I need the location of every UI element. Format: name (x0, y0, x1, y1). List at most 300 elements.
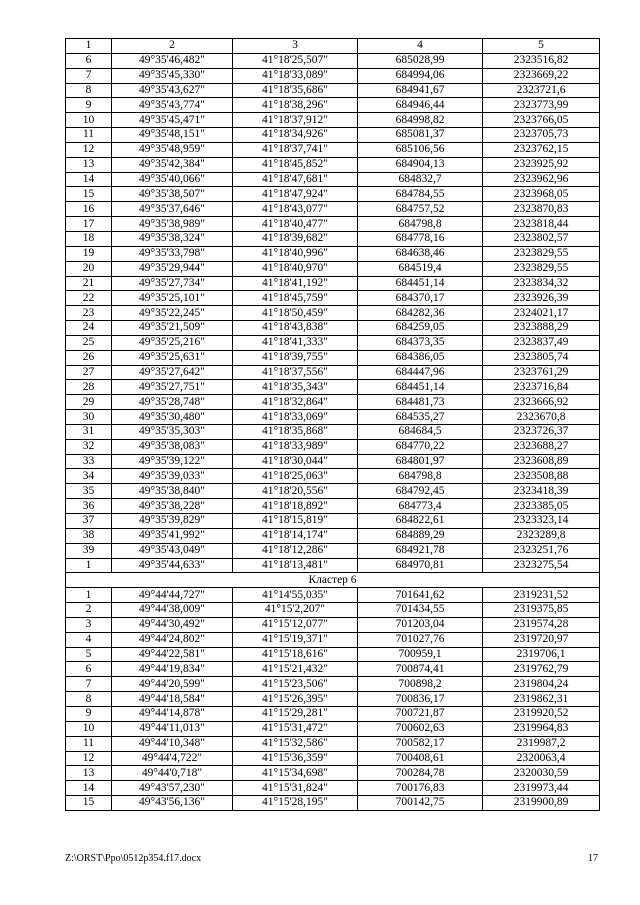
table-row (66, 98, 600, 113)
table-cell: 684941,67 (358, 83, 483, 98)
table-cell: 33 (66, 454, 112, 469)
table-cell: 49°44'44,727" (112, 588, 233, 603)
table-cell: 41°15'32,586" (233, 736, 358, 751)
table-cell: 17 (66, 217, 112, 232)
table-cell: 49°44'11,013" (112, 721, 233, 736)
table-row (66, 721, 600, 736)
table-cell: 701641,62 (358, 588, 483, 603)
table-cell: 35 (66, 484, 112, 499)
table-cell: 2323888,29 (483, 321, 600, 336)
table-row (66, 231, 600, 246)
table-cell: 49°44'14,878" (112, 706, 233, 721)
table-cell: 7 (66, 68, 112, 83)
table-cell: 700602,63 (358, 721, 483, 736)
table-row (66, 202, 600, 217)
footer-file-path: Z:\ORST\Ppo\0512p354.f17.docx (65, 853, 202, 864)
table-cell: 684684,5 (358, 424, 483, 439)
table-cell: 14 (66, 781, 112, 796)
table-cell: 2323669,22 (483, 68, 600, 83)
column-header-1: 1 (66, 39, 112, 54)
table-row (66, 751, 600, 766)
table-cell: 36 (66, 499, 112, 514)
table-cell: 49°35'43,627" (112, 83, 233, 98)
table-cell: 2319920,52 (483, 706, 600, 721)
table-cell: 30 (66, 410, 112, 425)
table-cell: 49°35'35,303" (112, 424, 233, 439)
table-cell: 2323968,05 (483, 187, 600, 202)
table-cell: 49°35'25,101" (112, 291, 233, 306)
table-cell: 2323870,83 (483, 202, 600, 217)
table-cell: 684798,8 (358, 217, 483, 232)
table-cell: 41°18'15,819" (233, 514, 358, 529)
table-cell: 41°18'14,174" (233, 528, 358, 543)
table-cell: 41°15'36,359" (233, 751, 358, 766)
table-cell: 22 (66, 291, 112, 306)
table-cell: 11 (66, 736, 112, 751)
table-cell: 684535,27 (358, 410, 483, 425)
table-row (66, 261, 600, 276)
table-cell: 41°18'32,864" (233, 395, 358, 410)
table-cell: 49°35'43,049" (112, 543, 233, 558)
table-row (66, 53, 600, 68)
table-cell: 685028,99 (358, 53, 483, 68)
table-row (66, 543, 600, 558)
table-cell: 49°35'44,633" (112, 558, 233, 573)
table-cell: 2323766,05 (483, 113, 600, 128)
table-cell: 684638,46 (358, 246, 483, 261)
table-row (66, 439, 600, 454)
table-cell: 2323829,55 (483, 261, 600, 276)
table-cell: 12 (66, 751, 112, 766)
table-cell: 41°18'41,192" (233, 276, 358, 291)
table-cell: 2323323,14 (483, 514, 600, 529)
table-cell: 2323773,99 (483, 98, 600, 113)
column-header-2: 2 (112, 39, 233, 54)
table-cell: 41°15'26,395" (233, 692, 358, 707)
table-cell: 684451,14 (358, 380, 483, 395)
table-cell: 41°18'39,755" (233, 350, 358, 365)
table-cell: 684970,81 (358, 558, 483, 573)
footer-page-number: 17 (588, 853, 598, 864)
table-cell: 41°18'37,556" (233, 365, 358, 380)
table-cell: 6 (66, 662, 112, 677)
table-cell: 25 (66, 335, 112, 350)
table-cell: 41°15'2,207" (233, 603, 358, 618)
table-cell: 41°18'45,759" (233, 291, 358, 306)
table-cell: 49°35'38,507" (112, 187, 233, 202)
table-cell: 8 (66, 692, 112, 707)
table-cell: 16 (66, 202, 112, 217)
table-cell: 49°44'24,802" (112, 632, 233, 647)
table-cell: 49°35'38,228" (112, 499, 233, 514)
column-header-4: 4 (358, 39, 483, 54)
table-cell: 41°15'23,506" (233, 677, 358, 692)
table-cell: 684889,29 (358, 528, 483, 543)
table-cell: 2323516,82 (483, 53, 600, 68)
table-cell: 684282,36 (358, 306, 483, 321)
table-cell: 13 (66, 157, 112, 172)
table-cell: 41°15'29,281" (233, 706, 358, 721)
table-cell: 2323834,32 (483, 276, 600, 291)
table-cell: 31 (66, 424, 112, 439)
table-row (66, 321, 600, 336)
table-row (66, 424, 600, 439)
table-row (66, 766, 600, 781)
table-cell: 685106,56 (358, 142, 483, 157)
table-cell: 2319706,1 (483, 647, 600, 662)
table-row (66, 469, 600, 484)
table-cell: 684784,55 (358, 187, 483, 202)
table-cell: 41°18'41,333" (233, 335, 358, 350)
table-cell: 2323925,92 (483, 157, 600, 172)
table-cell: 41°18'25,507" (233, 53, 358, 68)
table-cell: 2319862,31 (483, 692, 600, 707)
table-cell: 684370,17 (358, 291, 483, 306)
table-cell: 684259,05 (358, 321, 483, 336)
table-cell: 2320063,4 (483, 751, 600, 766)
table-row (66, 350, 600, 365)
table-cell: 2323418,39 (483, 484, 600, 499)
table-cell: 49°35'25,631" (112, 350, 233, 365)
table-cell: 15 (66, 187, 112, 202)
table-cell: 2323837,49 (483, 335, 600, 350)
table-cell: 49°35'46,482" (112, 53, 233, 68)
table-cell: 49°35'27,734" (112, 276, 233, 291)
table-cell: 49°44'10,348" (112, 736, 233, 751)
table-cell: 41°18'12,286" (233, 543, 358, 558)
table-cell: 41°18'43,838" (233, 321, 358, 336)
table-cell: 700721,87 (358, 706, 483, 721)
table-row (66, 410, 600, 425)
table-row (66, 499, 600, 514)
column-header-5: 5 (483, 39, 600, 54)
table-cell: 2323926,39 (483, 291, 600, 306)
table-row (66, 83, 600, 98)
table-cell: 37 (66, 514, 112, 529)
table-row (66, 454, 600, 469)
table-row (66, 692, 600, 707)
table-cell: 700959,1 (358, 647, 483, 662)
table-row (66, 335, 600, 350)
table-cell: 9 (66, 706, 112, 721)
table-cell: 49°43'56,136" (112, 796, 233, 811)
table-cell: 41°18'39,682" (233, 231, 358, 246)
table-cell: 684822,61 (358, 514, 483, 529)
table-cell: 49°35'30,480" (112, 410, 233, 425)
table-cell: 41°18'33,989" (233, 439, 358, 454)
table-cell: 2323385,05 (483, 499, 600, 514)
table-cell: 684481,73 (358, 395, 483, 410)
table-cell: 49°44'38,009" (112, 603, 233, 618)
table-cell: 14 (66, 172, 112, 187)
table-cell: 700176,83 (358, 781, 483, 796)
section-header-row (66, 573, 600, 588)
table-row (66, 128, 600, 143)
table-cell: 49°44'20,599" (112, 677, 233, 692)
table-cell: 38 (66, 528, 112, 543)
table-cell: 685081,37 (358, 128, 483, 143)
table-row (66, 246, 600, 261)
table-cell: 41°15'31,824" (233, 781, 358, 796)
table-cell: 32 (66, 439, 112, 454)
table-cell: 41°18'33,069" (233, 410, 358, 425)
table-cell: 700408,61 (358, 751, 483, 766)
table-cell: 41°18'37,741" (233, 142, 358, 157)
table-cell: 41°18'38,296" (233, 98, 358, 113)
table-cell: 2319762,79 (483, 662, 600, 677)
table-cell: 684447,96 (358, 365, 483, 380)
table-row (66, 276, 600, 291)
table-row (66, 157, 600, 172)
table-cell: 3 (66, 617, 112, 632)
table-row (66, 380, 600, 395)
table-cell: 2323289,8 (483, 528, 600, 543)
table-cell: 49°35'27,642" (112, 365, 233, 380)
coordinates-table-body (66, 39, 600, 811)
table-header-row (66, 39, 600, 54)
table-cell: 2320030,59 (483, 766, 600, 781)
table-cell: 2323721,6 (483, 83, 600, 98)
table-cell: 2319804,24 (483, 677, 600, 692)
table-cell: 21 (66, 276, 112, 291)
table-row (66, 395, 600, 410)
table-cell: 2323251,76 (483, 543, 600, 558)
table-cell: 684386,05 (358, 350, 483, 365)
table-cell: 49°35'37,646" (112, 202, 233, 217)
table-cell: 49°35'48,959" (112, 142, 233, 157)
table-cell: 2319987,2 (483, 736, 600, 751)
table-row (66, 528, 600, 543)
table-row (66, 603, 600, 618)
table-cell: 41°18'40,970" (233, 261, 358, 276)
table-cell: 49°43'57,230" (112, 781, 233, 796)
column-header-3: 3 (233, 39, 358, 54)
table-cell: 20 (66, 261, 112, 276)
table-cell: 41°15'31,472" (233, 721, 358, 736)
table-cell: 684519,4 (358, 261, 483, 276)
table-cell: 684451,14 (358, 276, 483, 291)
table-cell: 49°35'40,066" (112, 172, 233, 187)
table-cell: 10 (66, 113, 112, 128)
table-cell: 49°35'38,083" (112, 439, 233, 454)
table-cell: 39 (66, 543, 112, 558)
table-cell: 29 (66, 395, 112, 410)
table-cell: 8 (66, 83, 112, 98)
table-cell: 41°18'40,996" (233, 246, 358, 261)
table-cell: 41°18'40,477" (233, 217, 358, 232)
table-cell: 2323508,88 (483, 469, 600, 484)
table-row (66, 736, 600, 751)
table-cell: 684798,8 (358, 469, 483, 484)
table-row (66, 113, 600, 128)
table-cell: 49°44'30,492" (112, 617, 233, 632)
table-cell: 49°35'42,384" (112, 157, 233, 172)
table-cell: 49°35'33,798" (112, 246, 233, 261)
table-cell: 12 (66, 142, 112, 157)
table-cell: 15 (66, 796, 112, 811)
table-row (66, 142, 600, 157)
table-cell: 49°35'39,122" (112, 454, 233, 469)
cluster-section-title: Кластер 6 (66, 573, 600, 588)
table-row (66, 558, 600, 573)
table-cell: 41°18'20,556" (233, 484, 358, 499)
table-cell: 2319231,52 (483, 588, 600, 603)
table-row (66, 365, 600, 380)
table-cell: 41°18'47,924" (233, 187, 358, 202)
table-cell: 2319720,97 (483, 632, 600, 647)
table-cell: 41°18'13,481" (233, 558, 358, 573)
table-cell: 49°35'45,330" (112, 68, 233, 83)
table-cell: 684757,52 (358, 202, 483, 217)
table-cell: 684770,22 (358, 439, 483, 454)
table-cell: 18 (66, 231, 112, 246)
table-cell: 2319973,44 (483, 781, 600, 796)
table-cell: 49°35'22,245" (112, 306, 233, 321)
table-cell: 41°18'35,343" (233, 380, 358, 395)
table-cell: 49°35'39,033" (112, 469, 233, 484)
table-cell: 26 (66, 350, 112, 365)
table-cell: 19 (66, 246, 112, 261)
table-cell: 41°15'19,371" (233, 632, 358, 647)
table-cell: 2323666,92 (483, 395, 600, 410)
table-cell: 1 (66, 588, 112, 603)
table-cell: 49°44'19,834" (112, 662, 233, 677)
table-cell: 684773,4 (358, 499, 483, 514)
table-cell: 5 (66, 647, 112, 662)
table-cell: 700874,41 (358, 662, 483, 677)
table-row (66, 588, 600, 603)
table-row (66, 68, 600, 83)
table-row (66, 514, 600, 529)
table-cell: 41°18'45,852" (233, 157, 358, 172)
table-cell: 684946,44 (358, 98, 483, 113)
table-cell: 2319375,85 (483, 603, 600, 618)
table-cell: 49°35'27,751" (112, 380, 233, 395)
table-cell: 41°18'47,681" (233, 172, 358, 187)
table-row (66, 781, 600, 796)
table-cell: 41°18'35,686" (233, 83, 358, 98)
table-cell: 701203,04 (358, 617, 483, 632)
table-cell: 2319964,83 (483, 721, 600, 736)
table-cell: 41°18'18,892" (233, 499, 358, 514)
table-cell: 41°18'43,077" (233, 202, 358, 217)
table-cell: 23 (66, 306, 112, 321)
table-cell: 41°14'55,035" (233, 588, 358, 603)
table-cell: 49°35'38,324" (112, 231, 233, 246)
table-row (66, 291, 600, 306)
table-cell: 684778,16 (358, 231, 483, 246)
table-cell: 49°35'41,992" (112, 528, 233, 543)
table-cell: 684801,97 (358, 454, 483, 469)
table-cell: 27 (66, 365, 112, 380)
table-cell: 2323818,44 (483, 217, 600, 232)
table-cell: 49°35'48,151" (112, 128, 233, 143)
table-row (66, 217, 600, 232)
table-cell: 49°35'28,748" (112, 395, 233, 410)
table-cell: 2323275,54 (483, 558, 600, 573)
table-cell: 700142,75 (358, 796, 483, 811)
table-cell: 49°35'43,774" (112, 98, 233, 113)
table-cell: 2323802,57 (483, 231, 600, 246)
table-cell: 41°18'35,868" (233, 424, 358, 439)
table-cell: 684832,7 (358, 172, 483, 187)
table-cell: 6 (66, 53, 112, 68)
table-cell: 2323829,55 (483, 246, 600, 261)
table-cell: 41°18'37,912" (233, 113, 358, 128)
table-cell: 2323608,89 (483, 454, 600, 469)
table-cell: 41°18'34,926" (233, 128, 358, 143)
table-cell: 41°18'50,459" (233, 306, 358, 321)
table-cell: 2319900,89 (483, 796, 600, 811)
table-cell: 701434,55 (358, 603, 483, 618)
table-row (66, 647, 600, 662)
table-cell: 684373,35 (358, 335, 483, 350)
table-cell: 2324021,17 (483, 306, 600, 321)
table-cell: 34 (66, 469, 112, 484)
table-cell: 49°35'45,471" (112, 113, 233, 128)
table-cell: 41°15'18,616" (233, 647, 358, 662)
table-cell: 2323726,37 (483, 424, 600, 439)
table-cell: 2 (66, 603, 112, 618)
table-cell: 2323761,29 (483, 365, 600, 380)
table-cell: 49°44'0,718" (112, 766, 233, 781)
table-cell: 24 (66, 321, 112, 336)
table-row (66, 172, 600, 187)
table-cell: 684921,78 (358, 543, 483, 558)
table-cell: 41°15'21,432" (233, 662, 358, 677)
table-cell: 700836,17 (358, 692, 483, 707)
table-cell: 684998,82 (358, 113, 483, 128)
table-row (66, 617, 600, 632)
table-cell: 49°44'4,722" (112, 751, 233, 766)
table-row (66, 306, 600, 321)
table-cell: 41°18'30,044" (233, 454, 358, 469)
table-cell: 9 (66, 98, 112, 113)
table-cell: 13 (66, 766, 112, 781)
table-cell: 41°15'34,698" (233, 766, 358, 781)
table-cell: 28 (66, 380, 112, 395)
table-cell: 700284,78 (358, 766, 483, 781)
table-cell: 701027,76 (358, 632, 483, 647)
table-row (66, 187, 600, 202)
table-cell: 2323716,84 (483, 380, 600, 395)
table-cell: 49°35'29,944" (112, 261, 233, 276)
table-row (66, 706, 600, 721)
table-cell: 49°44'18,584" (112, 692, 233, 707)
table-cell: 10 (66, 721, 112, 736)
table-cell: 1 (66, 558, 112, 573)
table-row (66, 484, 600, 499)
table-cell: 700582,17 (358, 736, 483, 751)
table-cell: 49°35'21,509" (112, 321, 233, 336)
table-cell: 41°15'12,077" (233, 617, 358, 632)
table-row (66, 677, 600, 692)
table-row (66, 796, 600, 811)
table-cell: 2323762,15 (483, 142, 600, 157)
table-cell: 684792,45 (358, 484, 483, 499)
table-cell: 49°35'38,840" (112, 484, 233, 499)
table-cell: 11 (66, 128, 112, 143)
table-cell: 49°35'38,989" (112, 217, 233, 232)
table-cell: 49°35'39,829" (112, 514, 233, 529)
table-cell: 2323688,27 (483, 439, 600, 454)
table-cell: 49°35'25,216" (112, 335, 233, 350)
table-cell: 2319574,28 (483, 617, 600, 632)
table-cell: 49°44'22,581" (112, 647, 233, 662)
table-row (66, 662, 600, 677)
table-cell: 41°15'28,195" (233, 796, 358, 811)
table-cell: 684994,06 (358, 68, 483, 83)
